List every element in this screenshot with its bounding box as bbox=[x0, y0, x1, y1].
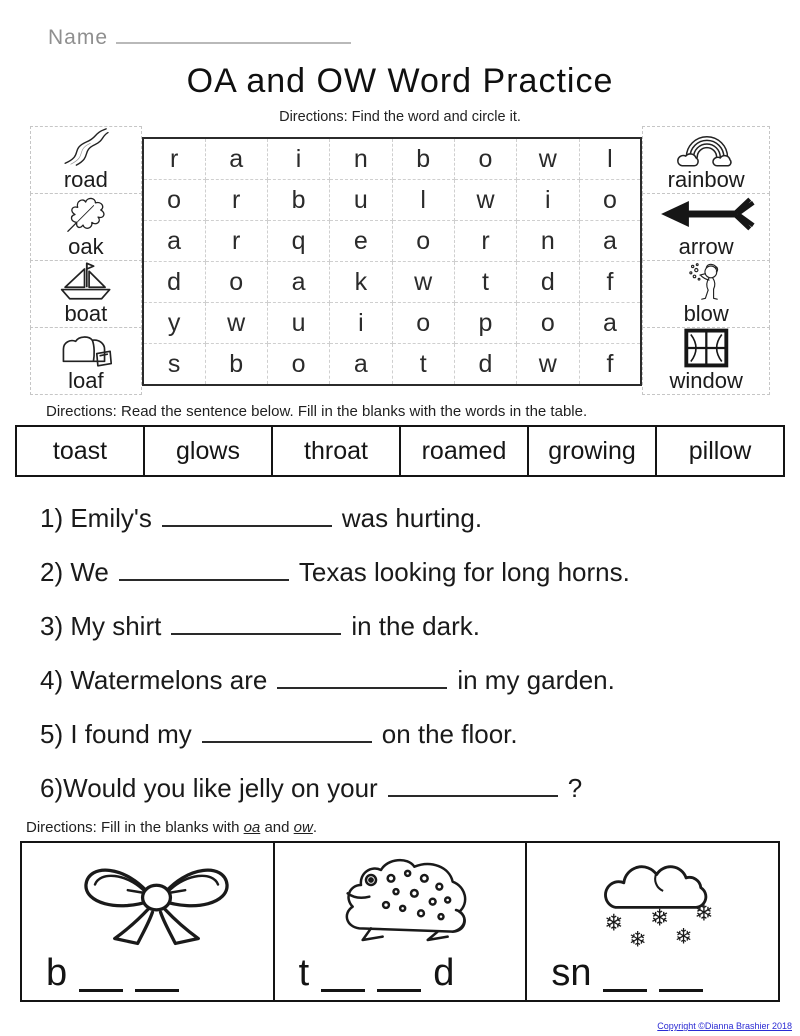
grid-letter-cell: d bbox=[143, 262, 205, 303]
grid-row bbox=[143, 344, 642, 386]
grid-letter-cell: q bbox=[267, 221, 329, 262]
word-bank-cell: pillow bbox=[656, 426, 784, 476]
sentence-1 bbox=[40, 491, 800, 545]
grid-letter-cell: u bbox=[267, 303, 329, 344]
answer-blank bbox=[119, 555, 289, 581]
grid-letter-cell: b bbox=[267, 180, 329, 221]
picture-answer bbox=[299, 954, 520, 992]
grid-letter-cell: t bbox=[454, 262, 516, 303]
grid-letter-cell: w bbox=[454, 180, 516, 221]
picture-word-loaf bbox=[30, 327, 142, 395]
sentence-text-before: 1) Emily's bbox=[40, 503, 152, 533]
grid-letter-cell: f bbox=[579, 344, 641, 386]
grid-letter-cell: r bbox=[205, 221, 267, 262]
grid-letter-cell: w bbox=[517, 344, 579, 386]
grid-letter-cell: w bbox=[517, 138, 579, 180]
picture-word-road bbox=[30, 126, 142, 194]
grid-row bbox=[143, 221, 642, 262]
sentence-list bbox=[40, 491, 800, 815]
grid-letter-cell: b bbox=[392, 138, 454, 180]
grid-letter-cell: p bbox=[454, 303, 516, 344]
picture-word-label: road bbox=[63, 167, 108, 192]
grid-letter-cell: a bbox=[143, 221, 205, 262]
answer-blank bbox=[171, 609, 341, 635]
grid-letter-cell: o bbox=[517, 303, 579, 344]
grid-letter-cell: i bbox=[267, 138, 329, 180]
picture-word-label: arrow bbox=[678, 234, 734, 259]
oak-icon bbox=[33, 194, 138, 234]
sentence-text-before: 6)Would you like jelly on your bbox=[40, 773, 378, 803]
grid-letter-cell: a bbox=[579, 303, 641, 344]
blanks-directions-middle: and bbox=[260, 819, 294, 836]
grid-letter-cell: d bbox=[517, 262, 579, 303]
picture-answer bbox=[46, 954, 267, 992]
grid-letter-cell: o bbox=[454, 138, 516, 180]
toad-icon bbox=[307, 850, 510, 950]
picture-cell-snow bbox=[526, 842, 779, 1001]
wordsearch-area bbox=[0, 127, 800, 395]
grid-letter-cell: b bbox=[205, 344, 267, 386]
grid-letter-cell: a bbox=[267, 262, 329, 303]
sentence-text-after: Texas looking for long horns. bbox=[298, 557, 630, 587]
sentence-text-before: 5) I found my bbox=[40, 719, 192, 749]
grid-row bbox=[143, 262, 642, 303]
grid-letter-cell: o bbox=[392, 221, 454, 262]
answer-blank bbox=[162, 501, 332, 527]
word-bank-cell: roamed bbox=[400, 426, 528, 476]
page-title: OA and OW Word Practice bbox=[186, 62, 614, 100]
grid-row bbox=[143, 303, 642, 344]
wordsearch-grid bbox=[142, 137, 643, 386]
picture-word-oak bbox=[30, 193, 142, 261]
sentence-text-after: on the floor. bbox=[381, 719, 518, 749]
picture-word-label: loaf bbox=[68, 368, 104, 393]
grid-letter-cell: i bbox=[330, 303, 392, 344]
road-icon bbox=[33, 127, 138, 167]
word-bank-cell: glows bbox=[144, 426, 272, 476]
left-picture-words bbox=[30, 127, 142, 395]
grid-letter-cell: o bbox=[392, 303, 454, 344]
sentence-4 bbox=[40, 653, 800, 707]
grid-letter-cell: o bbox=[205, 262, 267, 303]
blow-icon bbox=[646, 261, 767, 301]
snow-icon bbox=[560, 850, 763, 950]
answer-blank bbox=[659, 959, 703, 992]
picture-cell-toad bbox=[274, 842, 527, 1001]
answer-blank bbox=[135, 959, 179, 992]
grid-letter-cell: t bbox=[392, 344, 454, 386]
answer-blank bbox=[277, 663, 447, 689]
copyright-link[interactable]: Copyright ©Dianna Brashier 2018 bbox=[657, 1021, 792, 1031]
name-row bbox=[0, 0, 800, 54]
sentence-6 bbox=[40, 761, 800, 815]
picture-word-blow bbox=[642, 260, 770, 328]
grid-letter-cell: a bbox=[330, 344, 392, 386]
grid-letter-cell: e bbox=[330, 221, 392, 262]
grid-row bbox=[143, 138, 642, 180]
sentence-5 bbox=[40, 707, 800, 761]
sentence-text-before: 2) We bbox=[40, 557, 109, 587]
sentence-text-before: 3) My shirt bbox=[40, 611, 162, 641]
picture-cell-bow bbox=[21, 842, 274, 1001]
grid-letter-cell: r bbox=[454, 221, 516, 262]
answer-prefix: b bbox=[46, 952, 68, 994]
sentence-text-after: ? bbox=[567, 773, 583, 803]
picture-blanks-table bbox=[20, 841, 780, 1002]
answer-blank bbox=[603, 959, 647, 992]
word-bank-cell: toast bbox=[16, 426, 144, 476]
grid-letter-cell: u bbox=[330, 180, 392, 221]
wordsearch-directions: Directions: Find the word and circle it. bbox=[279, 109, 521, 125]
grid-letter-cell: o bbox=[579, 180, 641, 221]
loaf-icon bbox=[33, 328, 138, 368]
grid-letter-cell: n bbox=[330, 138, 392, 180]
name-label: Name bbox=[48, 26, 109, 49]
sentence-text-after: was hurting. bbox=[341, 503, 483, 533]
picture-word-label: window bbox=[669, 368, 743, 393]
grid-letter-cell: w bbox=[392, 262, 454, 303]
word-bank-cell: growing bbox=[528, 426, 656, 476]
word-bank-cell: throat bbox=[272, 426, 400, 476]
grid-letter-cell: l bbox=[579, 138, 641, 180]
answer-blank bbox=[202, 717, 372, 743]
grid-letter-cell: r bbox=[205, 180, 267, 221]
sound-ow: ow bbox=[293, 819, 313, 836]
picture-word-label: rainbow bbox=[667, 167, 745, 192]
picture-word-label: boat bbox=[64, 301, 108, 326]
picture-answer bbox=[551, 954, 772, 992]
answer-blank bbox=[321, 959, 365, 992]
arrow-icon bbox=[646, 194, 767, 234]
grid-letter-cell: o bbox=[267, 344, 329, 386]
right-picture-words bbox=[642, 127, 770, 395]
picture-word-boat bbox=[30, 260, 142, 328]
picture-word-rainbow bbox=[642, 126, 770, 194]
boat-icon bbox=[33, 261, 138, 301]
sentence-text-after: in my garden. bbox=[457, 665, 615, 695]
sentence-text-after: in the dark. bbox=[351, 611, 480, 641]
sentence-2 bbox=[40, 545, 800, 599]
word-bank-row bbox=[16, 426, 784, 476]
blanks-directions-prefix: Directions: Fill in the blanks with bbox=[26, 819, 244, 836]
grid-row bbox=[143, 180, 642, 221]
grid-letter-cell: y bbox=[143, 303, 205, 344]
picture-word-label: oak bbox=[68, 234, 104, 259]
grid-letter-cell: k bbox=[330, 262, 392, 303]
bow-icon bbox=[55, 850, 258, 950]
picture-row bbox=[21, 842, 779, 1001]
grid-letter-cell: l bbox=[392, 180, 454, 221]
answer-prefix: sn bbox=[551, 952, 592, 994]
answer-prefix: t bbox=[298, 952, 310, 994]
answer-suffix: d bbox=[433, 952, 455, 994]
footer bbox=[657, 1021, 792, 1031]
picture-word-label: blow bbox=[683, 301, 729, 326]
grid-letter-cell: r bbox=[143, 138, 205, 180]
grid-letter-cell: n bbox=[517, 221, 579, 262]
picture-word-window bbox=[642, 327, 770, 395]
answer-blank bbox=[377, 959, 421, 992]
word-bank-table bbox=[15, 425, 785, 477]
sentence-3 bbox=[40, 599, 800, 653]
fill-in-directions: Directions: Read the sentence below. Fill in the blanks with the words in the table. bbox=[46, 403, 588, 420]
grid-letter-cell: a bbox=[205, 138, 267, 180]
blanks-directions bbox=[26, 819, 800, 836]
sound-oa: oa bbox=[243, 819, 261, 836]
grid-letter-cell: w bbox=[205, 303, 267, 344]
grid-letter-cell: i bbox=[517, 180, 579, 221]
grid-letter-cell: d bbox=[454, 344, 516, 386]
grid-letter-cell: o bbox=[143, 180, 205, 221]
grid-letter-cell: a bbox=[579, 221, 641, 262]
answer-blank bbox=[79, 959, 123, 992]
window-icon bbox=[646, 328, 767, 368]
picture-word-arrow bbox=[642, 193, 770, 261]
grid-letter-cell: s bbox=[143, 344, 205, 386]
answer-blank bbox=[388, 771, 558, 797]
blanks-directions-suffix: . bbox=[312, 819, 318, 836]
grid-letter-cell: f bbox=[579, 262, 641, 303]
name-write-line bbox=[116, 28, 351, 44]
sentence-text-before: 4) Watermelons are bbox=[40, 665, 268, 695]
rainbow-icon bbox=[646, 127, 767, 167]
